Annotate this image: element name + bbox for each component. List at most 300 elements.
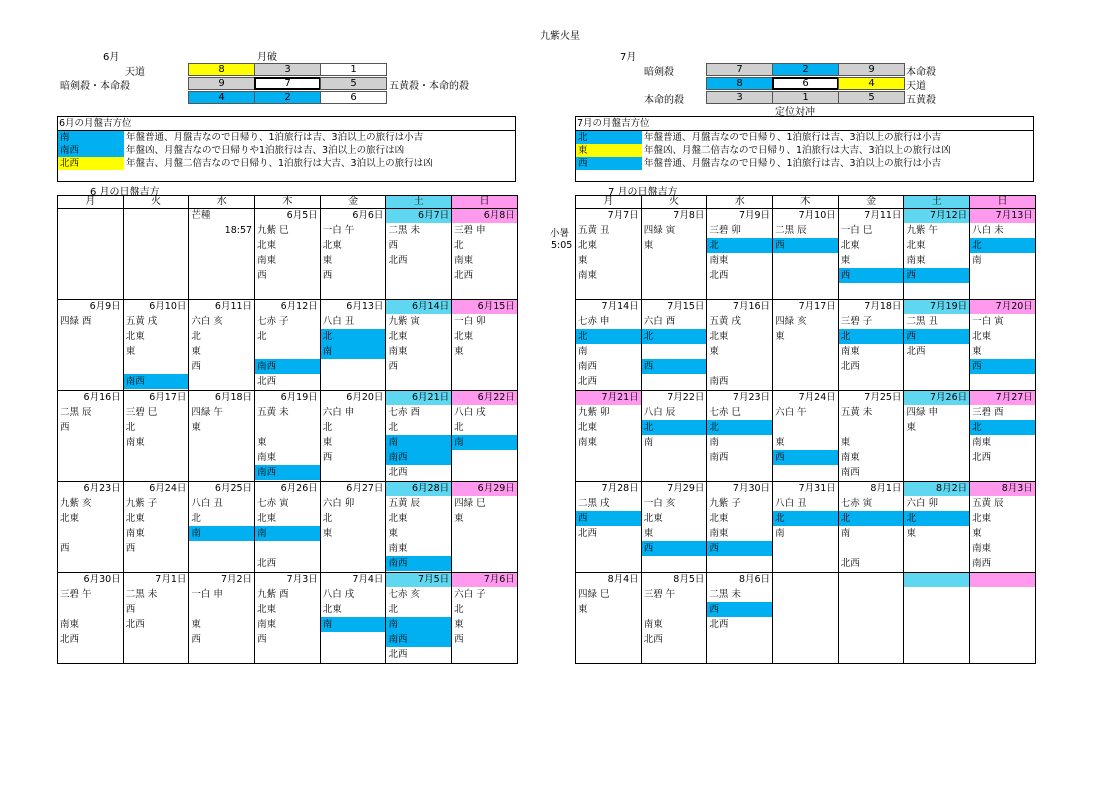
day-star: 三碧 申	[454, 225, 486, 236]
grid-cell: 8	[188, 63, 255, 76]
june-direction-title: 6月の月盤吉方位	[58, 117, 515, 131]
day-star: 八白 丑	[775, 498, 807, 509]
day-star: 五黄 未	[257, 407, 289, 418]
day-direction: 北	[839, 511, 904, 526]
calendar-day	[773, 391, 839, 482]
day-star: 三碧 子	[840, 316, 873, 327]
day-direction: 南東	[454, 255, 474, 266]
day-direction: 西	[904, 329, 969, 344]
day-date: 6月11日	[214, 301, 253, 312]
calendar-day	[707, 573, 773, 664]
day-date: 7月3日	[286, 574, 318, 585]
day-direction: 西	[642, 359, 707, 374]
day-date: 7月21日	[576, 391, 641, 405]
day-direction: 北東	[709, 513, 729, 524]
day-direction: 南	[840, 528, 851, 539]
day-direction: 東	[775, 437, 785, 448]
day-direction: 南	[578, 346, 588, 357]
calendar-day	[641, 573, 707, 664]
day-direction: 東	[257, 437, 267, 448]
page-title: 九紫火星	[540, 31, 580, 42]
calendar-day	[452, 573, 518, 664]
july-direction-title: 7月の月盤吉方位	[576, 117, 1033, 131]
day-direction: 北	[321, 329, 386, 344]
day-direction: 南	[321, 344, 386, 359]
weekday-header: 日	[970, 196, 1036, 209]
calendar-day	[970, 391, 1036, 482]
day-direction: 南東	[257, 452, 277, 463]
day-star: 二黒 未	[125, 589, 158, 600]
day-date: 8月1日	[870, 483, 902, 494]
calendar-day	[838, 482, 904, 573]
day-direction: 北西	[388, 649, 408, 660]
grid-cell: 2	[772, 63, 839, 76]
day-direction	[189, 602, 254, 617]
day-direction	[839, 420, 904, 435]
day-date	[773, 573, 838, 587]
day-date: 6月24日	[149, 483, 187, 494]
day-date: 7月1日	[155, 574, 187, 585]
direction-text: 年盤吉、月盤二倍吉なので日帰り、1泊旅行は大吉、3泊以上の旅行は凶	[126, 158, 433, 169]
day-direction: 南東	[972, 543, 992, 554]
day-direction: 北東	[578, 240, 598, 251]
day-direction: 北東	[906, 240, 926, 251]
calendar-day	[576, 300, 642, 391]
day-direction: 北	[454, 604, 464, 615]
day-direction	[839, 541, 904, 556]
calendar-day	[189, 209, 255, 300]
july-direction-box	[575, 116, 1034, 182]
direction-key: 東	[576, 144, 642, 157]
june-calendar-title: 6 月の日盤吉方	[90, 187, 160, 198]
day-date: 6月27日	[346, 483, 384, 494]
day-date: 6月25日	[214, 483, 253, 494]
day-direction: 南東	[257, 619, 277, 630]
july-gooh-label: 五黄殺	[906, 95, 936, 106]
day-direction: 西	[707, 602, 772, 617]
day-date: 7月8日	[673, 210, 705, 221]
day-date: 7月6日	[452, 573, 517, 587]
calendar-day	[255, 391, 321, 482]
day-star: 五黄 辰	[972, 498, 1004, 509]
day-date: 7月26日	[904, 391, 969, 405]
day-date: 7月5日	[386, 573, 451, 587]
day-date: 6月22日	[452, 391, 517, 405]
day-date: 7月13日	[970, 209, 1035, 223]
day-direction: 北西	[60, 634, 80, 645]
day-direction	[642, 344, 707, 359]
june-month-label: 6月	[103, 52, 120, 63]
day-star: 四緑 午	[191, 407, 223, 418]
day-direction: 南西	[709, 376, 729, 387]
calendar-day	[576, 391, 642, 482]
day-direction: 東	[388, 528, 398, 539]
calendar-day	[386, 482, 452, 573]
day-direction: 北東	[60, 513, 80, 524]
day-direction: 南西	[709, 452, 729, 463]
day-direction: 東	[972, 528, 982, 539]
day-date: 7月16日	[732, 301, 771, 312]
day-direction	[707, 359, 772, 374]
day-direction: 北東	[125, 331, 145, 342]
day-direction: 北	[707, 420, 772, 435]
day-direction: 南西	[124, 374, 189, 389]
calendar-day	[838, 300, 904, 391]
day-date	[904, 573, 969, 587]
day-star: 四緑 酉	[60, 316, 92, 327]
day-date	[58, 209, 123, 223]
day-direction: 南東	[709, 255, 729, 266]
day-star: 三碧 卯	[709, 225, 741, 236]
day-direction: 南	[189, 526, 254, 541]
day-direction: 西	[322, 270, 333, 281]
july-honmei-teki-label: 本命的殺	[644, 95, 684, 106]
day-direction: 南東	[906, 255, 926, 266]
day-star: 九紫 亥	[60, 498, 92, 509]
day-star: 八白 戌	[322, 589, 355, 600]
day-direction: 南東	[578, 437, 598, 448]
day-direction: 南	[709, 437, 719, 448]
day-direction: 北西	[125, 619, 145, 630]
day-star: 一白 午	[322, 225, 355, 236]
day-date: 6月9日	[89, 301, 121, 312]
day-star: 四緑 亥	[775, 316, 807, 327]
day-date: 8月6日	[738, 574, 771, 585]
calendar-day	[641, 391, 707, 482]
day-direction: 北	[642, 420, 707, 435]
calendar-day	[970, 300, 1036, 391]
day-direction: 南東	[578, 270, 598, 281]
day-direction: 北東	[388, 331, 408, 342]
day-direction: 東	[191, 422, 201, 433]
day-direction: 南西	[255, 465, 320, 480]
calendar-day	[904, 209, 970, 300]
day-direction: 南東	[388, 543, 408, 554]
day-direction: 北	[707, 238, 772, 253]
july-anken-label: 暗剣殺	[644, 67, 674, 78]
solar-term-time: 18:57	[224, 225, 253, 236]
day-date: 6月7日	[386, 209, 451, 223]
day-date: 6月6日	[352, 210, 384, 221]
day-direction: 北東	[972, 331, 992, 342]
day-star: 八白 未	[972, 225, 1004, 236]
grid-cell: 9	[838, 63, 905, 76]
day-star: 七赤 寅	[257, 498, 289, 509]
calendar-day	[320, 482, 386, 573]
day-direction: 北	[257, 331, 267, 342]
day-star: 九紫 寅	[388, 316, 420, 327]
day-date: 6月29日	[452, 482, 517, 496]
calendar-day	[58, 209, 124, 300]
day-date: 6月12日	[280, 301, 318, 312]
day-direction	[773, 420, 838, 435]
day-star: 五黄 未	[840, 407, 873, 418]
day-direction: 南東	[125, 437, 145, 448]
day-direction: 南	[321, 617, 386, 632]
day-star: 五黄 戌	[709, 316, 741, 327]
calendar-day	[970, 482, 1036, 573]
day-date: 7月24日	[798, 392, 836, 403]
day-direction: 北東	[322, 240, 342, 251]
day-direction: 西	[970, 359, 1035, 374]
day-date: 6月18日	[214, 392, 253, 403]
day-date: 7月25日	[864, 392, 902, 403]
grid-cell: 1	[320, 63, 387, 76]
day-date: 7月12日	[904, 209, 969, 223]
calendar-day	[452, 391, 518, 482]
day-direction: 北	[904, 511, 969, 526]
day-direction: 東	[191, 619, 201, 630]
day-direction: 北	[839, 329, 904, 344]
calendar-day	[255, 573, 321, 664]
day-star: 九紫 巳	[257, 225, 289, 236]
day-direction: 北西	[388, 467, 408, 478]
day-direction: 北東	[125, 513, 145, 524]
june-direction-row	[58, 144, 515, 157]
weekday-header: 木	[255, 196, 321, 209]
day-star: 一白 巳	[840, 225, 873, 236]
calendar-day	[58, 391, 124, 482]
day-direction: 東	[454, 619, 464, 630]
july-direction-row	[576, 157, 1033, 170]
day-direction: 北東	[257, 240, 277, 251]
day-star: 四緑 寅	[643, 225, 676, 236]
day-star: 一白 卯	[454, 316, 486, 327]
day-star: 六白 子	[454, 589, 486, 600]
day-direction: 西	[322, 452, 333, 463]
day-star: 九紫 酉	[257, 589, 289, 600]
day-direction: 南	[386, 435, 451, 450]
calendar-day	[773, 209, 839, 300]
day-date: 6月23日	[83, 483, 121, 494]
calendar-day	[576, 573, 642, 664]
day-direction: 北西	[709, 270, 729, 281]
day-date: 7月10日	[798, 210, 836, 221]
day-direction: 西	[576, 511, 641, 526]
day-direction	[642, 602, 707, 617]
day-direction: 西	[125, 543, 136, 554]
day-direction: 北西	[972, 452, 992, 463]
calendar-day	[386, 391, 452, 482]
day-direction: 北	[454, 240, 464, 251]
day-star: 六白 申	[322, 407, 355, 418]
direction-key: 西	[576, 157, 642, 170]
day-star: 八白 戌	[454, 407, 486, 418]
day-star: 二黒 辰	[775, 225, 807, 236]
weekday-header: 土	[904, 196, 970, 209]
day-direction: 西	[60, 543, 70, 554]
grid-cell: 6	[320, 91, 387, 104]
calendar-day	[707, 391, 773, 482]
july-calendar	[575, 195, 1036, 664]
calendar-day	[123, 482, 189, 573]
june-direction-row	[58, 131, 515, 144]
day-star: 三碧 午	[60, 589, 92, 600]
grid-cell: 9	[188, 77, 255, 90]
day-direction: 東	[643, 240, 654, 251]
calendar-day	[452, 482, 518, 573]
june-direction-row	[58, 157, 515, 170]
grid-cell: 3	[706, 91, 773, 104]
day-direction: 西	[773, 238, 838, 253]
day-direction: 東	[322, 528, 333, 539]
day-star: 六白 卯	[322, 498, 355, 509]
july-month-label: 7月	[620, 52, 637, 63]
july-direction-row	[576, 144, 1033, 157]
june-direction-box	[57, 116, 516, 182]
july-tendo-label: 天道	[906, 81, 926, 92]
weekday-header: 月	[58, 196, 124, 209]
grid-cell: 3	[254, 63, 321, 76]
day-star: 五黄 丑	[578, 225, 610, 236]
day-date: 7月29日	[667, 483, 705, 494]
day-direction: 南西	[386, 556, 451, 571]
day-date: 6月30日	[83, 574, 121, 585]
calendar-day	[904, 391, 970, 482]
day-direction: 北西	[840, 361, 860, 372]
weekday-header: 水	[707, 196, 773, 209]
day-direction: 東	[322, 255, 333, 266]
day-direction: 西	[642, 541, 707, 556]
day-direction: 南	[775, 528, 785, 539]
day-date: 8月3日	[970, 482, 1035, 496]
day-date: 7月11日	[864, 210, 902, 221]
day-direction	[58, 526, 123, 541]
direction-text: 年盤普通、月盤吉なので日帰り、1泊旅行は吉、3泊以上の旅行は小吉	[644, 158, 942, 169]
day-direction: 北東	[643, 513, 663, 524]
calendar-day	[189, 300, 255, 391]
day-date: 6月16日	[83, 392, 121, 403]
weekday-header: 火	[123, 196, 189, 209]
day-star: 一白 申	[191, 589, 223, 600]
day-direction: 北西	[388, 255, 408, 266]
day-date: 7月14日	[601, 301, 639, 312]
day-direction: 東	[454, 346, 464, 357]
day-direction: 東	[906, 528, 916, 539]
calendar-day	[320, 300, 386, 391]
day-direction: 北	[970, 238, 1035, 253]
day-date: 6月20日	[346, 392, 384, 403]
calendar-day	[970, 209, 1036, 300]
july-calendar-title: 7 月の日盤吉方	[608, 187, 678, 198]
calendar-day	[576, 209, 642, 300]
calendar-day	[58, 573, 124, 664]
calendar-day	[970, 573, 1036, 664]
day-direction: 南東	[643, 619, 663, 630]
calendar-day	[452, 209, 518, 300]
day-direction: 東	[125, 346, 136, 357]
july-side-note: 小暑	[550, 228, 570, 239]
day-direction: 北西	[906, 346, 926, 357]
day-direction: 南西	[578, 361, 598, 372]
day-star: 七赤 巳	[709, 407, 741, 418]
day-direction: 南西	[840, 467, 860, 478]
day-direction: 南東	[125, 528, 145, 539]
day-direction: 南	[452, 435, 517, 450]
calendar-day	[386, 573, 452, 664]
day-date	[970, 573, 1035, 587]
day-direction: 東	[643, 528, 654, 539]
day-direction: 東	[454, 513, 464, 524]
day-direction: 北	[191, 513, 201, 524]
day-direction: 西	[454, 634, 464, 645]
day-direction: 北東	[578, 422, 598, 433]
day-direction: 北	[642, 329, 707, 344]
calendar-day	[707, 209, 773, 300]
day-direction: 北西	[454, 270, 474, 281]
day-direction: 北西	[578, 376, 598, 387]
july-honmei-label: 本命殺	[906, 67, 936, 78]
direction-text: 年盤凶、月盤吉なので日帰りや1泊旅行は吉、3泊以上の旅行は凶	[126, 145, 405, 156]
day-date: 6月28日	[386, 482, 451, 496]
day-date: 7月28日	[601, 483, 639, 494]
direction-text: 年盤普通、月盤吉なので日帰り、1泊旅行は吉、3泊以上の旅行は小吉	[126, 132, 424, 143]
day-star: 六白 卯	[906, 498, 938, 509]
calendar-day	[838, 573, 904, 664]
day-direction: 西	[191, 361, 201, 372]
calendar-day	[255, 209, 321, 300]
day-date: 7月2日	[220, 574, 253, 585]
day-direction	[255, 420, 320, 435]
grid-cell: 4	[188, 91, 255, 104]
grid-cell: 7	[254, 77, 321, 90]
day-direction: 南東	[257, 255, 277, 266]
day-direction: 南東	[388, 346, 408, 357]
day-date: 6月26日	[280, 483, 318, 494]
day-star: 五黄 戌	[125, 316, 158, 327]
calendar-day	[904, 482, 970, 573]
calendar-day	[641, 209, 707, 300]
day-star: 七赤 申	[578, 316, 610, 327]
day-direction: 北東	[972, 513, 992, 524]
calendar-day	[641, 300, 707, 391]
calendar-day	[904, 300, 970, 391]
calendar-day	[904, 573, 970, 664]
day-date: 7月20日	[970, 300, 1035, 314]
grid-cell: 2	[254, 91, 321, 104]
day-direction: 北	[388, 422, 398, 433]
day-star: 三碧 午	[643, 589, 676, 600]
day-direction: 東	[191, 346, 201, 357]
day-date: 8月4日	[607, 574, 639, 585]
day-star: 九紫 卯	[578, 407, 610, 418]
day-star: 八白 丑	[191, 498, 223, 509]
day-direction: 西	[388, 240, 398, 251]
day-direction: 南	[255, 526, 320, 541]
june-getsuha-label: 月破	[257, 52, 277, 63]
grid-cell: 6	[772, 77, 839, 90]
calendar-day	[576, 482, 642, 573]
weekday-header: 金	[838, 196, 904, 209]
day-date: 7月9日	[738, 210, 771, 221]
day-star: 六白 酉	[643, 316, 676, 327]
day-date: 6月21日	[386, 391, 451, 405]
day-direction: 北	[191, 331, 201, 342]
day-direction: 北	[773, 511, 838, 526]
day-direction: 北東	[454, 331, 474, 342]
day-direction: 南東	[840, 346, 860, 357]
day-direction: 西	[191, 634, 201, 645]
day-date: 8月2日	[904, 482, 969, 496]
calendar-day	[58, 482, 124, 573]
day-star: 二黒 未	[388, 225, 420, 236]
day-direction: 北東	[257, 513, 277, 524]
june-gooh-label: 五黄殺・本命的殺	[389, 81, 469, 92]
calendar-day	[773, 573, 839, 664]
day-date: 7月30日	[732, 483, 771, 494]
day-date: 6月8日	[452, 209, 517, 223]
day-date: 6月17日	[149, 392, 187, 403]
